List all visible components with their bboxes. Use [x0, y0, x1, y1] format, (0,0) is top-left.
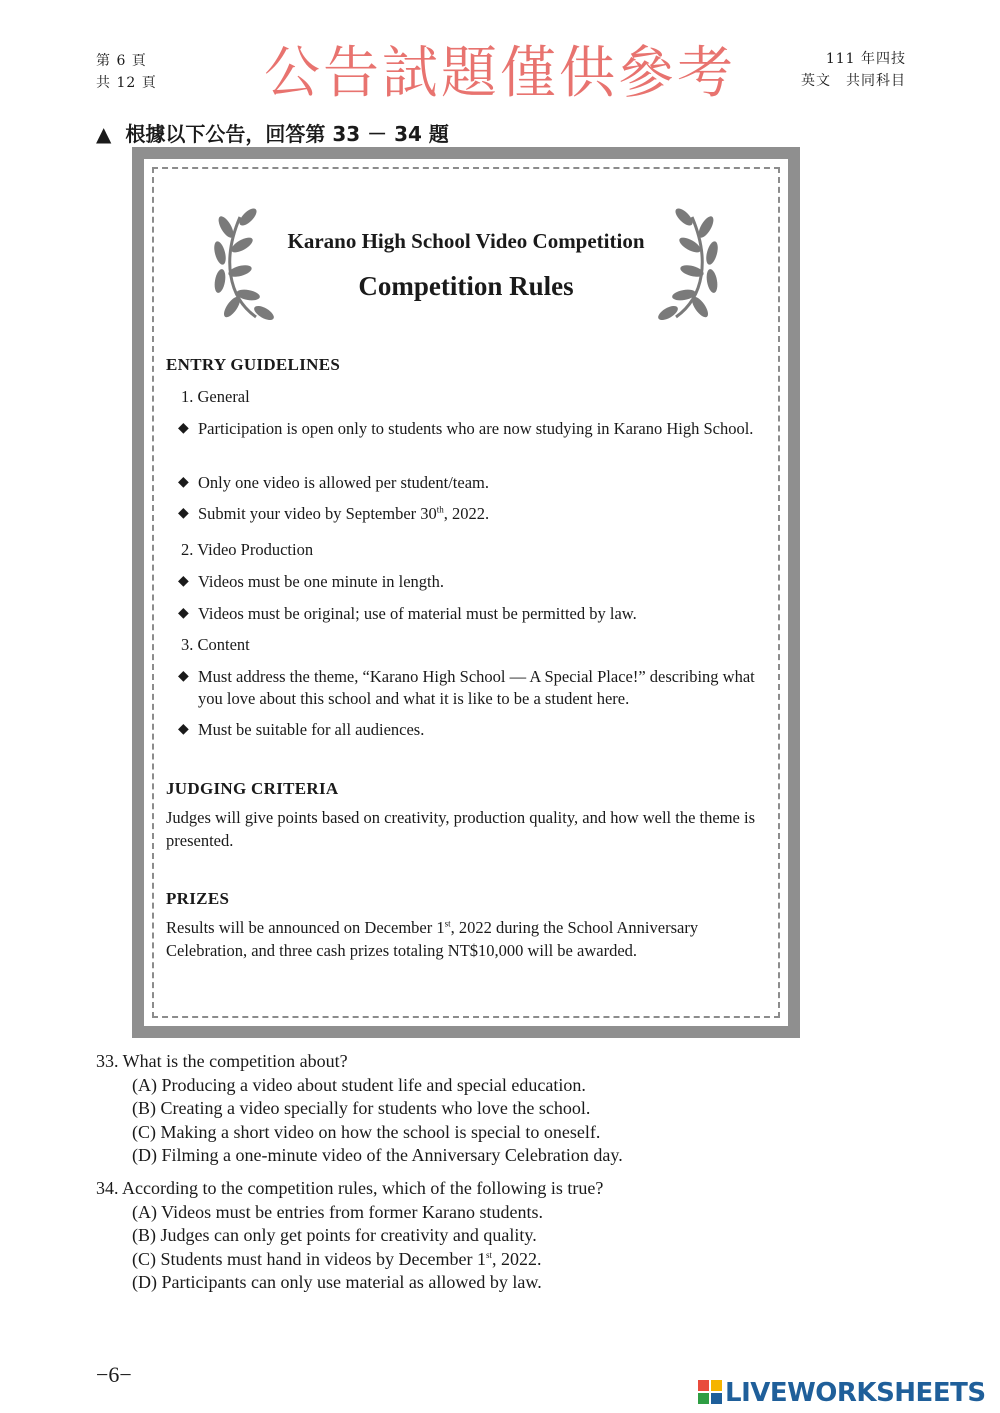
page-info-current: 第 6 頁 [96, 53, 147, 69]
notice-panel [144, 159, 788, 1026]
answer-option-d[interactable]: (D) Filming a one-minute video of the Anniversary Celebration day. [132, 1145, 623, 1165]
content-label: 3. Content [181, 635, 250, 654]
judging-criteria-text: Judges will give points based on creativity, production quality, and how well the theme is presented. [166, 808, 755, 850]
answer-option-c[interactable]: (C) Making a short video on how the school is special to oneself. [132, 1121, 601, 1142]
diamond-icon: ◆ [178, 574, 189, 589]
notice-title: Karano High School Video Competition [287, 229, 645, 253]
rule-item: ◆ Only one video is allowed per student/team. [178, 473, 489, 492]
general-label: 1. General [181, 387, 250, 406]
answer-option-c[interactable]: (C) Students must hand in videos by December 1st, 2022. [132, 1248, 542, 1269]
page-number: −6− [96, 1362, 132, 1387]
question-33 [96, 1050, 623, 1168]
liveworksheets-logo-icon [698, 1380, 722, 1404]
diamond-icon: ◆ [178, 475, 189, 490]
laurel-left-icon [212, 205, 284, 325]
entry-guidelines-heading: ENTRY GUIDELINES [166, 355, 341, 374]
diamond-icon: ◆ [178, 606, 189, 621]
answer-option-b[interactable]: (B) Creating a video specially for students who love the school. [132, 1098, 591, 1118]
answer-option-d[interactable]: (D) Participants can only use material as allowed by law. [132, 1272, 542, 1292]
rule-item: ◆ Submit your video by September 30th, 2022. [178, 504, 490, 523]
question-stem: 34. According to the competition rules, which of the following is true? [96, 1178, 604, 1198]
judging-criteria-heading: JUDGING CRITERIA [166, 779, 339, 798]
prizes-text: Results will be announced on December 1st, 2022 during the School Anniversary Celebration, and three cash prizes totaling NT$10,000 will be awarded. [166, 918, 699, 960]
instruction-text: 根據以下公告，回答第 33 － 34 題 [125, 122, 449, 146]
answer-option-b[interactable]: (B) Judges can only get points for creativity and quality. [132, 1225, 537, 1245]
diamond-icon: ◆ [178, 421, 189, 436]
prizes-heading: PRIZES [166, 889, 230, 908]
diamond-icon: ◆ [178, 669, 189, 684]
notice-frame [132, 147, 800, 1038]
diamond-icon: ◆ [178, 506, 189, 521]
rule-item: ◆ Participation is open only to students who are now studying in Karano High School. [178, 419, 754, 438]
diamond-icon: ◆ [178, 722, 189, 737]
brand-name: LIVEWORKSHEETS [725, 1378, 986, 1408]
answer-option-a[interactable]: (A) Videos must be entries from former Karano students. [132, 1201, 543, 1222]
rule-item: ◆ Videos must be one minute in length. [178, 572, 445, 591]
rule-item: ◆ Must address the theme, “Karano High School — A Special Place!” describing what you love about this school and what it is like to be a student here. [178, 667, 755, 708]
reference-stamp: 公告試題僅供參考 [264, 41, 736, 106]
brand-logo[interactable] [698, 1378, 986, 1408]
page-info-total: 共 12 頁 [96, 75, 157, 91]
instruction [96, 118, 449, 147]
video-production-label: 2. Video Production [181, 540, 314, 559]
rule-item: ◆ Videos must be original; use of material must be permitted by law. [178, 604, 637, 623]
exam-info [790, 48, 906, 92]
laurel-right-icon [648, 205, 720, 325]
exam-year: 111 年四技 [825, 51, 906, 67]
notice-subtitle: Competition Rules [358, 271, 574, 301]
question-34 [96, 1177, 603, 1295]
question-stem: 33. What is the competition about? [96, 1051, 348, 1071]
rule-item: ◆ Must be suitable for all audiences. [178, 720, 425, 739]
answer-option-a[interactable]: (A) Producing a video about student life and special education. [132, 1074, 586, 1095]
exam-subject: 英文 共同科目 [801, 73, 906, 89]
triangle-icon: ▲ [96, 122, 112, 146]
